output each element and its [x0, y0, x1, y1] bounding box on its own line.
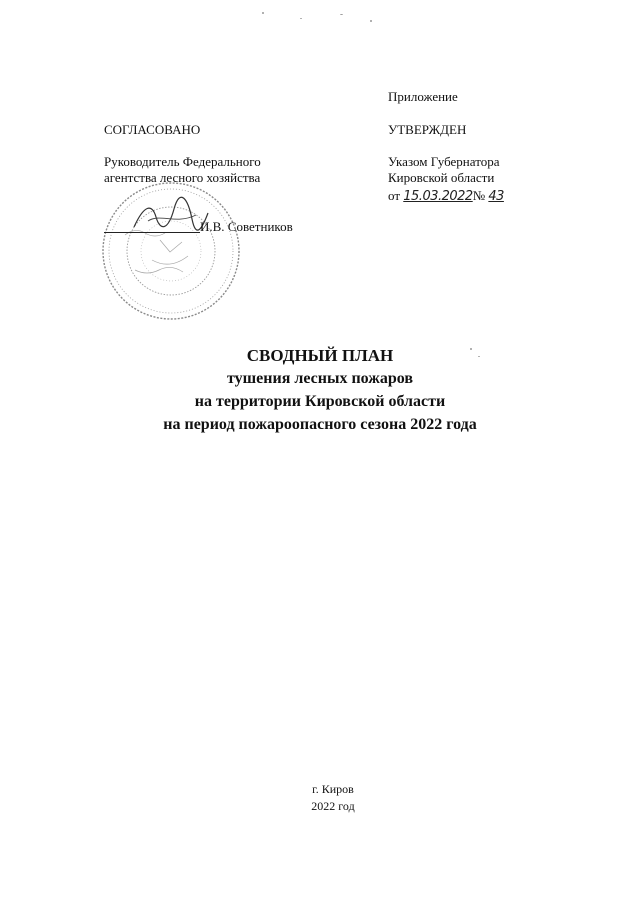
scan-speck — [262, 12, 264, 14]
decree-date: 15.03.2022 — [403, 189, 473, 204]
scan-speck — [370, 20, 372, 22]
footer-city: г. Киров — [312, 782, 354, 796]
decree-number-prefix: № — [472, 188, 486, 203]
signature-line — [104, 232, 200, 233]
agency-head-position-line1: Руководитель Федерального — [104, 154, 261, 169]
agency-head-position-line2: агентства лесного хозяйства — [104, 170, 261, 185]
decree-line1: Указом Губернатора — [388, 154, 500, 169]
scan-speck — [340, 14, 343, 15]
approved-label: УТВЕРЖДЕН — [388, 122, 467, 137]
agreed-label: СОГЛАСОВАНО — [104, 122, 201, 137]
document-subtitle-line1: тушения лесных пожаров — [227, 370, 413, 387]
handwritten-signature — [130, 195, 210, 237]
decree-prefix: от — [388, 188, 401, 203]
appendix-label: Приложение — [388, 89, 458, 104]
decree-date-number — [388, 188, 504, 205]
signatory-name: И.В. Советников — [200, 219, 293, 234]
decree-line2: Кировской области — [388, 170, 495, 185]
scan-speck — [300, 18, 302, 19]
document-subtitle-line3: на период пожароопасного сезона 2022 года — [163, 416, 477, 433]
footer-year: 2022 год — [311, 799, 355, 813]
document-title: СВОДНЫЙ ПЛАН — [246, 346, 394, 365]
decree-number: 43 — [488, 189, 504, 204]
document-subtitle-line2: на территории Кировской области — [194, 393, 446, 410]
